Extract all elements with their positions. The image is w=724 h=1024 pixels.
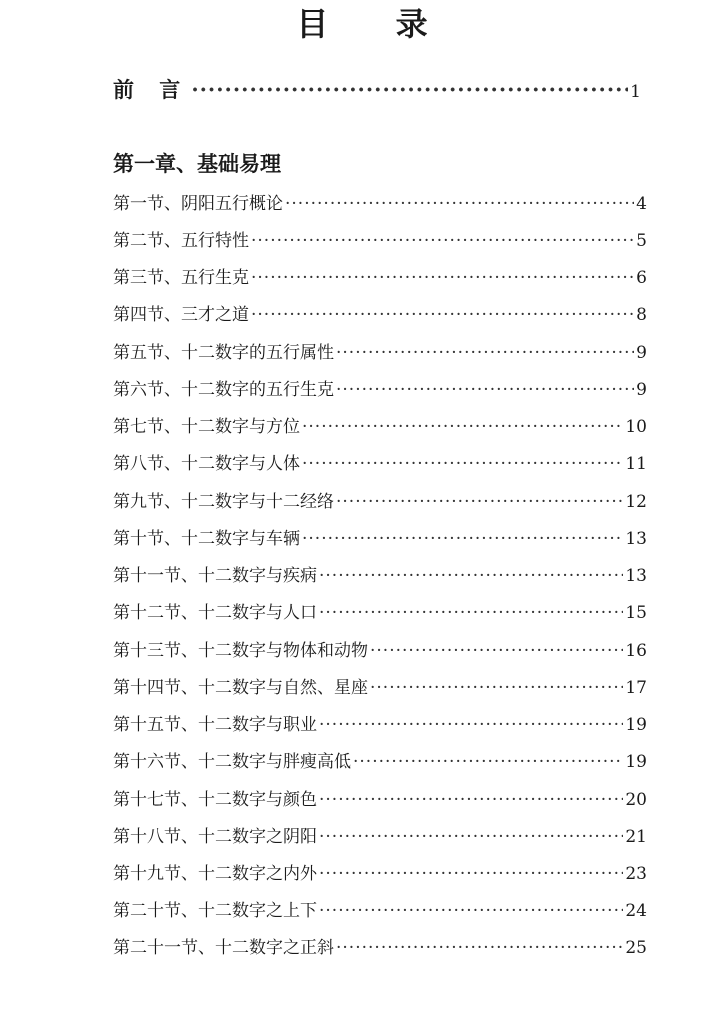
toc-entry[interactable] (113, 378, 647, 402)
dot-leader (251, 229, 634, 253)
toc-entry[interactable] (113, 341, 647, 365)
toc-entry-label: 第二十一节、十二数字之正斜 (113, 938, 334, 958)
dot-leader (302, 452, 623, 476)
dot-leader (370, 639, 623, 663)
toc-entry-page: 12 (625, 492, 647, 512)
dot-leader (353, 750, 623, 774)
toc-entry[interactable] (113, 192, 647, 216)
dot-leader (319, 899, 623, 923)
dot-leader (302, 527, 623, 551)
toc-entry-label: 第五节、十二数字的五行属性 (113, 343, 334, 363)
dot-leader (319, 564, 623, 588)
toc-entry-page: 13 (625, 566, 647, 586)
toc-entry-label: 第六节、十二数字的五行生克 (113, 380, 334, 400)
toc-entry-label: 第二节、五行特性 (113, 231, 249, 251)
toc-entry-page: 17 (625, 678, 647, 698)
toc-entry[interactable] (113, 936, 647, 960)
toc-entry-page: 25 (625, 938, 647, 958)
toc-entry-page: 20 (625, 790, 647, 810)
toc-entry[interactable] (113, 899, 647, 923)
toc-entry-label: 第十四节、十二数字与自然、星座 (113, 678, 368, 698)
toc-entry-label: 第十节、十二数字与车辆 (113, 529, 300, 549)
toc-entry-page: 23 (625, 864, 647, 884)
dot-leader (319, 862, 623, 886)
toc-entry-label: 第八节、十二数字与人体 (113, 454, 300, 474)
toc-entry[interactable] (113, 303, 647, 327)
page-title: 目 录 (296, 5, 456, 43)
toc-entry-label: 第二十节、十二数字之上下 (113, 901, 317, 921)
toc-entry-page: 11 (625, 454, 647, 474)
toc-entry[interactable] (113, 564, 647, 588)
toc-entry-label: 第四节、三才之道 (113, 305, 249, 325)
toc-entry-page: 8 (636, 305, 647, 325)
toc-entry-page: 15 (625, 603, 647, 623)
dot-leader (319, 788, 623, 812)
toc-entry[interactable] (113, 415, 647, 439)
toc-entry-label: 前 言 (113, 77, 190, 102)
dot-leader (302, 415, 623, 439)
toc-entry[interactable] (113, 750, 647, 774)
toc-entry-label: 第一节、阴阳五行概论 (113, 194, 283, 214)
toc-entry-label: 第十一节、十二数字与疾病 (113, 566, 317, 586)
toc-entry-page: 21 (625, 827, 647, 847)
toc-entry-label: 第七节、十二数字与方位 (113, 417, 300, 437)
toc-entry-page: 5 (636, 231, 647, 251)
toc-entry-page: 6 (636, 268, 647, 288)
dot-leader (191, 75, 628, 105)
toc-entry-label: 第十九节、十二数字之内外 (113, 864, 317, 884)
toc-entry-label: 第十八节、十二数字之阴阳 (113, 827, 317, 847)
toc-entry[interactable] (113, 676, 647, 700)
dot-leader (319, 601, 623, 625)
toc-entry-page: 19 (625, 752, 647, 772)
toc-entry-label: 第十三节、十二数字与物体和动物 (113, 641, 368, 661)
toc-entry-page: 4 (636, 194, 647, 214)
toc-entry-page: 24 (625, 901, 647, 921)
toc-entry[interactable] (113, 713, 647, 737)
toc-entry[interactable] (113, 639, 647, 663)
toc-entry-page: 13 (625, 529, 647, 549)
chapter-heading[interactable]: 第一章、基础易理 (113, 151, 281, 176)
toc-entry-page: 9 (636, 380, 647, 400)
toc-entry-label: 第十六节、十二数字与胖瘦高低 (113, 752, 351, 772)
toc-entry[interactable] (113, 452, 647, 476)
toc-entry-label: 第九节、十二数字与十二经络 (113, 492, 334, 512)
dot-leader (251, 266, 634, 290)
toc-entry-label: 第十二节、十二数字与人口 (113, 603, 317, 623)
toc-entry[interactable] (113, 527, 647, 551)
toc-entry-preface[interactable] (113, 75, 641, 107)
toc-entry-page: 10 (625, 417, 647, 437)
toc-entry[interactable] (113, 229, 647, 253)
dot-leader (251, 303, 634, 327)
toc-entry-page: 1 (630, 82, 641, 102)
toc-entry[interactable] (113, 266, 647, 290)
toc-entry[interactable] (113, 788, 647, 812)
dot-leader (319, 825, 623, 849)
toc-entry-page: 19 (625, 715, 647, 735)
dot-leader (370, 676, 623, 700)
toc-entry-label: 第十五节、十二数字与职业 (113, 715, 317, 735)
toc-entry-label: 第十七节、十二数字与颜色 (113, 790, 317, 810)
toc-entry[interactable] (113, 601, 647, 625)
dot-leader (336, 490, 623, 514)
dot-leader (336, 341, 634, 365)
toc-entry-page: 9 (636, 343, 647, 363)
toc-entry[interactable] (113, 862, 647, 886)
toc-entry-page: 16 (625, 641, 647, 661)
toc-entry[interactable] (113, 490, 647, 514)
dot-leader (285, 192, 634, 216)
toc-entry-label: 第三节、五行生克 (113, 268, 249, 288)
dot-leader (319, 713, 623, 737)
dot-leader (336, 936, 623, 960)
dot-leader (336, 378, 634, 402)
toc-entry[interactable] (113, 825, 647, 849)
